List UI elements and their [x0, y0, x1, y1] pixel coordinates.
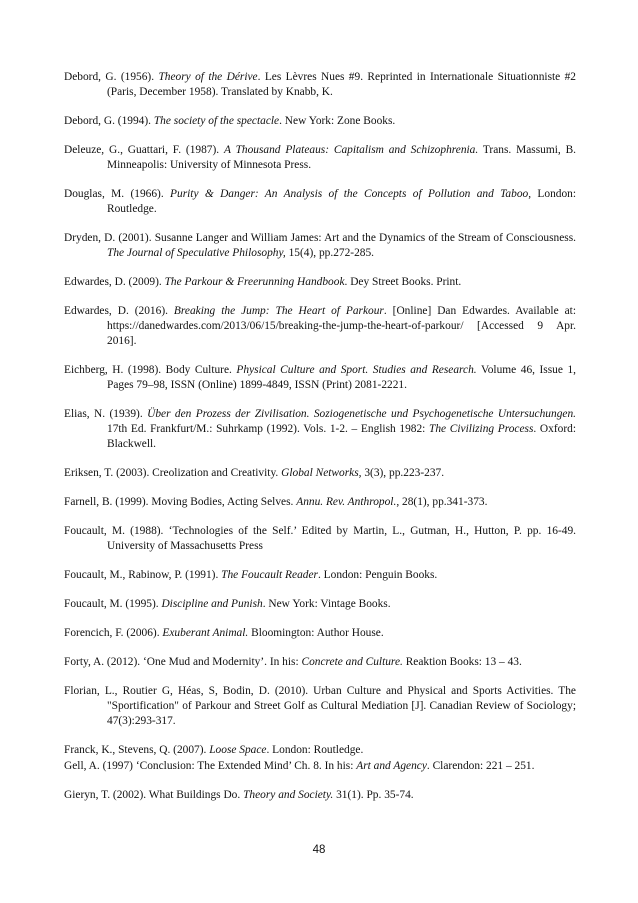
reference-list: [64, 70, 576, 817]
reference-text: Eriksen, T. (2003). Creolization and Creativity.: [64, 467, 282, 479]
reference-text: . New York: Zone Books.: [279, 115, 396, 127]
reference-entry: [64, 568, 576, 583]
reference-text: Douglas, M. (1966).: [64, 188, 171, 200]
reference-title: Theory and Society.: [243, 789, 334, 801]
reference-entry: [64, 231, 576, 261]
reference-entry: [64, 70, 576, 100]
reference-text: . New York: Vintage Books.: [262, 598, 391, 610]
reference-entry: [64, 655, 576, 670]
reference-entry: [64, 466, 576, 481]
reference-title: Exuberant Animal.: [162, 627, 249, 639]
reference-entry: [64, 524, 576, 554]
reference-text: Edwardes, D. (2009).: [64, 276, 165, 288]
reference-text: Debord, G. (1956).: [64, 71, 159, 83]
reference-title: Art and Agency: [356, 760, 427, 772]
reference-title: Physical Culture and Sport. Studies and Research.: [236, 364, 477, 376]
reference-text: Forencich, F. (2006).: [64, 627, 163, 639]
reference-text: Dryden, D. (2001). Susanne Langer and William James: Art and the Dynamics of the Stream of Consciousness.: [64, 232, 576, 244]
reference-text: Foucault, M., Rabinow, P. (1991).: [64, 569, 222, 581]
reference-title: Breaking the Jump: The Heart of Parkour: [173, 305, 384, 317]
reference-entry: [64, 788, 576, 803]
reference-title: Über den Prozess der Zivilisation. Soziogenetische und Psychogenetische Untersuchungen.: [147, 408, 576, 420]
reference-text: Franck, K., Stevens, Q. (2007).: [64, 744, 210, 756]
reference-entry: [64, 407, 576, 452]
reference-title: The society of the spectacle: [153, 115, 280, 127]
reference-title: Concrete and Culture.: [301, 656, 403, 668]
reference-text: Trans. Massumi, B. Minneapolis: University of Minnesota Press.: [107, 144, 577, 171]
reference-entry: [64, 114, 576, 129]
reference-text: Gell, A. (1997) ‘Conclusion: The Extended Mind’ Ch. 8. In his:: [64, 760, 357, 772]
reference-entry: [64, 187, 576, 217]
reference-title: Loose Space: [209, 744, 267, 756]
reference-text: 31(1). Pp. 35-74.: [333, 789, 414, 801]
reference-text: Gieryn, T. (2002). What Buildings Do.: [64, 789, 244, 801]
reference-text: . Les Lèvres Nues #9. Reprinted in Internationale Situationniste #2 (Paris, December 1958). Translated by Knabb, K.: [107, 71, 576, 98]
reference-text: Farnell, B. (1999). Moving Bodies, Acting Selves.: [64, 496, 297, 508]
reference-text: Florian, L., Routier G, Héas, S, Bodin, D. (2010). Urban Culture and Physical and Sports Activities. The "Sportification" of Parkour and Street Golf as Cultural Mediation [J]. Canadian Review of Sociology; 47(3):293-317.: [64, 685, 576, 727]
reference-entry: [64, 759, 576, 774]
reference-title: The Civilizing Process: [429, 423, 534, 435]
reference-text: Bloomington: Author House.: [248, 627, 384, 639]
reference-text: . [Online] Dan Edwardes. Available at: https://danedwardes.com/2013/06/15/breaking-the-jump-the-heart-of-parkour/ [Accessed 9 Apr. 2016].: [107, 305, 576, 347]
reference-title: Purity & Danger: An Analysis of the Concepts of Pollution and Taboo: [170, 188, 529, 200]
reference-entry: [64, 143, 576, 173]
reference-title: The Journal of Speculative Philosophy,: [107, 247, 286, 259]
reference-entry: [64, 626, 576, 641]
reference-title: Discipline and Punish: [161, 598, 263, 610]
reference-entry: [64, 743, 576, 758]
reference-text: 3(3), pp.223-237.: [361, 467, 445, 479]
reference-text: Foucault, M. (1988). ‘Technologies of the Self.’ Edited by Martin, L., Gutman, H., Hutton, P. pp. 16-49. University of Massachusetts Press: [64, 525, 576, 552]
reference-text: Volume 46, Issue 1, Pages 79–98, ISSN (Online) 1899-4849, ISSN (Print) 2081-2221.: [107, 364, 577, 391]
reference-text: Elias, N. (1939).: [64, 408, 148, 420]
reference-entry: [64, 304, 576, 349]
reference-text: . Dey Street Books. Print.: [344, 276, 462, 288]
reference-title: The Parkour & Freerunning Handbook: [164, 276, 345, 288]
reference-text: 17th Ed. Frankfurt/M.: Suhrkamp (1992). Vols. 1-2. – English 1982:: [107, 423, 430, 435]
reference-text: Forty, A. (2012). ‘One Mud and Modernity’. In his:: [64, 656, 302, 668]
reference-entry: [64, 684, 576, 729]
reference-text: . Clarendon: 221 – 251.: [426, 760, 535, 772]
reference-text: Foucault, M. (1995).: [64, 598, 162, 610]
reference-entry: [64, 597, 576, 612]
reference-entry: [64, 363, 576, 393]
reference-text: , London: Routledge.: [107, 188, 577, 215]
reference-entry: [64, 275, 576, 290]
reference-title: Global Networks,: [281, 467, 362, 479]
reference-text: Debord, G. (1994).: [64, 115, 154, 127]
reference-text: Deleuze, G., Guattari, F. (1987).: [64, 144, 224, 156]
reference-title: Annu. Rev. Anthropol.: [296, 496, 397, 508]
reference-text: Edwardes, D. (2016).: [64, 305, 174, 317]
reference-title: The Foucault Reader: [221, 569, 318, 581]
reference-text: , 28(1), pp.341-373.: [396, 496, 488, 508]
reference-text: . London: Routledge.: [266, 744, 364, 756]
page-number: 48: [312, 844, 326, 856]
reference-text: . London: Penguin Books.: [317, 569, 438, 581]
reference-text: . Oxford: Blackwell.: [107, 423, 576, 450]
reference-text: Eichberg, H. (1998). Body Culture.: [64, 364, 237, 376]
reference-title: A Thousand Plateaus: Capitalism and Schizophrenia.: [223, 144, 479, 156]
reference-title: Theory of the Dérive: [158, 71, 258, 83]
reference-entry: [64, 495, 576, 510]
reference-text: 15(4), pp.272-285.: [285, 247, 375, 259]
reference-text: Reaktion Books: 13 – 43.: [402, 656, 522, 668]
